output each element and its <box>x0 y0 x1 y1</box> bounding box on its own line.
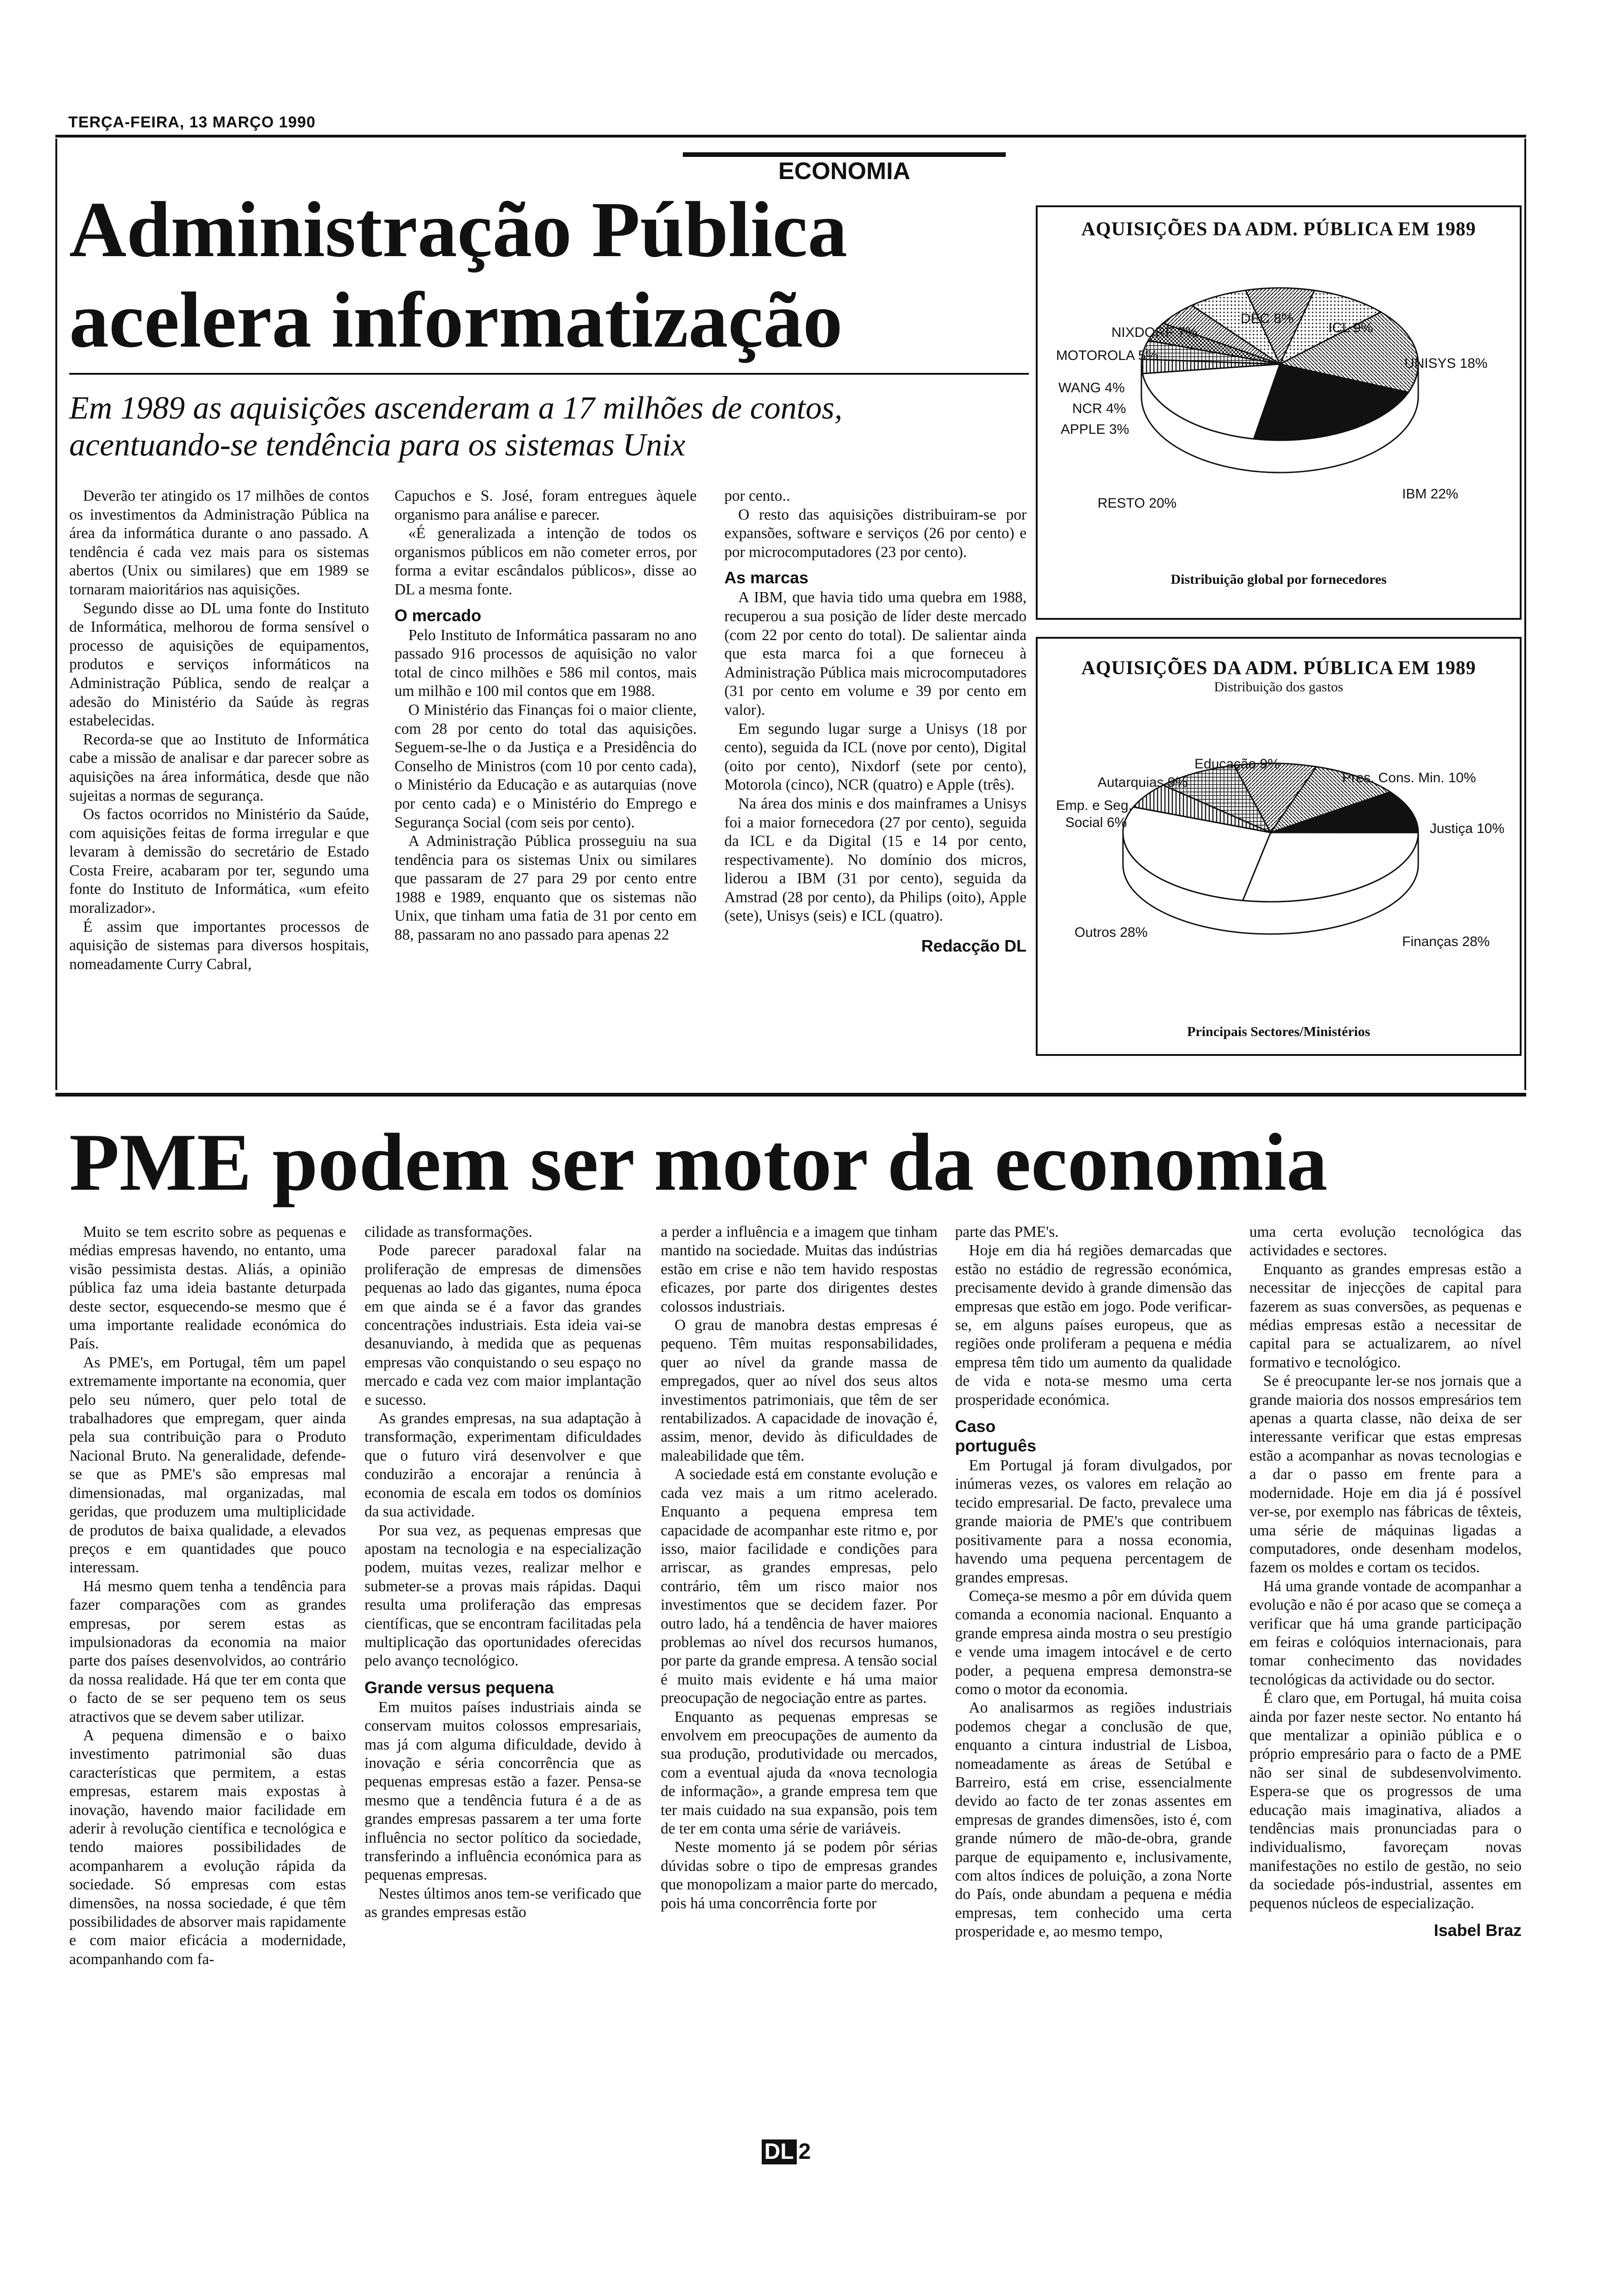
article-divider <box>55 1093 1526 1097</box>
paragraph: Deverão ter atingido os 17 milhões de contos os investimentos da Administração Pública na área da informática durante o ano passado. A tendência é cada vez mais para os sistemas abertos (Unix ou similares) que em 1989 se tornaram maioritários nas aquisições. <box>69 487 369 598</box>
chart1-caption: Distribuição global por fornecedores <box>1170 572 1387 587</box>
paragraph: Se é preocupante ler-se nos jornais que a grande maioria dos nossos empresários tem apenas a quarta classe, não deixa de ser interessante verificar que estas empresas estão a acompanhar as novas tecnologias e a dar o passo em frente para a modernidade. Hoje em dia já é possível ver-se, por exemplo nas fábricas de têxteis, uma série de máquinas ligadas a computadores, onde desenham modelos, fazem os moldes e cortam os tecidos. <box>1249 1372 1522 1576</box>
article2-column-3 <box>661 1223 937 1913</box>
chart2-label-emp2: Social 6% <box>1065 815 1127 830</box>
chart2-label-emp1: Emp. e Seg. <box>1056 798 1133 813</box>
paragraph: Ao analisarmos as regiões industriais podemos chegar a conclusão de que, enquanto a cintura industrial de Lisboa, nomeadamente as áreas de Setúbal e Barreiro, está em crise, essencialmente devido ao facto de ter zonas assentes em empresas de grandes dimensões, isto é, com grande número de mão-de-obra, grande parque de equipamento e, inclusivamente, com altos índices de poluição, a zona Norte do País, onde abundam a pequena e média empresas, tem conhecido uma certa prosperidade e, ao mesmo tempo, <box>955 1699 1232 1941</box>
dl-logo: DL <box>762 2139 797 2164</box>
paragraph: Nestes últimos anos tem-se verificado que as grandes empresas estão <box>364 1885 641 1921</box>
chart1-label-unisys: UNISYS 18% <box>1404 356 1488 371</box>
paragraph: É assim que importantes processos de aquisição de sistemas para diversos hospitais, nomeadamente Curry Cabral, <box>69 918 369 973</box>
chart2-box <box>1036 637 1522 1056</box>
paragraph: Segundo disse ao DL uma fonte do Instituto de Informática, melhorou de forma sensível o processo de aquisições de equipamentos, produtos e serviços informáticos na Administração Pública, sendo de realçar a adesão do Ministério da Saúde às regras estabelecidas. <box>69 599 369 730</box>
deck-line2: acentuando-se tendência para os sistemas Unix <box>69 427 686 463</box>
chart2-label-pres: Pres. Cons. Min. 10% <box>1342 770 1476 785</box>
paragraph: Enquanto as grandes empresas estão a necessitar de injecções de capital para fazerem as suas conversões, as pequenas e médias empresas estão a necessitar de capital para se actualizarem, ao nível formativo e tecnológico. <box>1249 1260 1522 1371</box>
article1-headline-line2: acelera informatização <box>69 276 843 364</box>
subheading-mercado: O mercado <box>394 605 482 625</box>
section-label: ECONOMIA <box>683 152 1006 186</box>
article2-signature: Isabel Braz <box>1433 1921 1522 1940</box>
article1-column-1 <box>69 487 369 974</box>
paragraph: Em segundo lugar surge a Unisys (18 por cento), seguida da ICL (nove por cento), Digital (oito por cento), Nixdorf (sete por cento), Motorola (cinco), NCR (quatro) e Apple (três). <box>724 720 1027 794</box>
paragraph: Enquanto as pequenas empresas se envolvem em preocupações de aumento da sua produção, produtividade ou mercados, com a eventual ajuda da «nova tecnologia de informação», a grande empresa tem que ter mais cuidado na sua expansão, pois tem de ter em conta uma série de variáveis. <box>661 1708 937 1837</box>
chart2-title: AQUISIÇÕES DA ADM. PÚBLICA EM 1989 <box>1081 658 1476 679</box>
chart2-label-justica: Justiça 10% <box>1430 821 1505 836</box>
article1-column-3 <box>724 487 1027 956</box>
chart2-label-financas: Finanças 28% <box>1402 934 1490 949</box>
paragraph: Por sua vez, as pequenas empresas que apostam na tecnologia e na especialização podem, muitas vezes, realizar melhor e submeter-se a provas mais rápidas. Daqui resulta uma proliferação das empresas científicas, que se encontram facilitadas pela multiplicação das oportunidades oferecidas pelo avanço tecnológico. <box>364 1522 641 1670</box>
paragraph: Em muitos países industriais ainda se conservam muitos colossos empresariais, mas já com alguma dificuldade, devido à inovação e séria concorrência que as pequenas empresas estão a fazer. Pensa-se mesmo que a tendência futura é a de as grandes empresas passarem a ter uma forte influência no sector político da sociedade, transferindo a influência económica para as pequenas empresas. <box>364 1698 641 1884</box>
chart2-label-outros: Outros 28% <box>1075 925 1148 940</box>
paragraph: O resto das aquisições distribuiram-se por expansões, software e serviços (26 por cento) e por microcomputadores (23 por cento). <box>724 506 1027 561</box>
article2-column-4 <box>955 1223 1232 1941</box>
paragraph: a perder a influência e a imagem que tinham mantido na sociedade. Muitas das indústrias estão em crise e não tem havido respostas eficazes, por parte dos dirigentes destes colossos industriais. <box>661 1223 937 1315</box>
paragraph: parte das PME's. <box>955 1223 1059 1240</box>
subheading-caso-portugues: Caso português <box>955 1417 1036 1456</box>
deck-line1: Em 1989 as aquisições ascenderam a 17 milhões de contos, <box>69 390 842 426</box>
subheading-marcas: As marcas <box>724 568 809 587</box>
chart1-label-motorola: MOTOROLA 5% <box>1056 348 1158 363</box>
article2-column-1 <box>69 1223 346 1969</box>
chart2-subtitle: Distribuição dos gastos <box>1214 679 1343 695</box>
paragraph: «É generalizada a intenção de todos os organismos públicos em não cometer erros, por forma a evitar escândalos públicos», disse ao DL a mesma fonte. <box>394 525 697 598</box>
chart1-label-ibm: IBM 22% <box>1402 486 1458 502</box>
paragraph: O Ministério das Finanças foi o maior cliente, com 28 por cento do total das aquisições. Seguem-se-lhe o da Justiça e a Presidência do Conselho de Ministros (com 10 por cento cada), o Ministério da Educação e as autarquias (nove por cento cada) e o Ministério do Emprego e Segurança Social (com seis por cento). <box>394 701 697 831</box>
chart1-title: AQUISIÇÕES DA ADM. PÚBLICA EM 1989 <box>1081 219 1476 240</box>
paragraph: A sociedade está em constante evolução e cada vez mais a um ritmo acelerado. Enquanto a pequena empresa tem capacidade de acompanhar este ritmo e, por isso, maior facilidade e condições para arriscar, as grandes empresas, pelo contrário, têm um risco maior nos investimentos que se decidem fazer. Por outro lado, há a tendência de haver maiores problemas ao nível dos recursos humanos, por parte da grande empresa. A tensão social é muito mais evidente e há uma maior preocupação de negociação entre as partes. <box>661 1466 937 1707</box>
chart2-label-educacao: Educação 9% <box>1194 756 1280 772</box>
article1-column-2 <box>394 487 697 945</box>
paragraph: Neste momento já se podem pôr sérias dúvidas sobre o tipo de empresas grandes que monopolizam a maior parte do mercado, pois há uma concorrência forte por <box>661 1839 937 1912</box>
paragraph: É claro que, em Portugal, há muita coisa ainda por fazer neste sector. No entanto há que mentalizar a opinião pública e o próprio empresário para o facto de a PME não ser sinal de subdesenvolvimento. Espera-se que os progressos de uma educação mais imaginativa, aliados a tendências mais pronunciadas para o individualismo, favoreçam novas manifestações no estilo de gestão, no seio da sociedade pós-industrial, assentes em pequenos núcleos de especialização. <box>1249 1690 1522 1912</box>
dateline: TERÇA-FEIRA, 13 MARÇO 1990 <box>68 114 316 131</box>
chart1-label-wang: WANG 4% <box>1058 380 1125 395</box>
chart1-label-icl: ICL 9% <box>1328 320 1373 336</box>
paragraph: Os factos ocorridos no Ministério da Saúde, com aquisições feitas de forma irregular e que levaram à demissão do secretário de Estado Costa Freire, acabaram por ter, segundo uma fonte do Instituto de Informática, «um efeito moralizador». <box>69 806 369 917</box>
paragraph: Na área dos minis e dos mainframes a Unisys foi a maior fornecedora (27 por cento), seguida da ICL e da Digital (15 e 14 por cento, respectivamente). No domínio dos micros, liderou a IBM (31 por cento), seguida da Amstrad (28 por cento), da Philips (oito), Apple (sete), Unisys (seis) e ICL (quatro). <box>724 795 1027 925</box>
paragraph: uma certa evolução tecnológica das actividades e sectores. <box>1249 1223 1522 1259</box>
paragraph: por cento.. <box>724 487 790 504</box>
paragraph: Recorda-se que ao Instituto de Informática cabe a missão de analisar e dar parecer sobre as aquisições na área informática, desde que não sujeitas a normas de segurança. <box>69 731 369 804</box>
article2-column-2 <box>364 1223 641 1922</box>
paragraph: cilidade as transformações. <box>364 1223 532 1240</box>
chart1-label-dec: DEC 8% <box>1241 311 1294 326</box>
paragraph: Em Portugal já foram divulgados, por inúmeras vezes, os valores em relação ao tecido empresarial. De facto, prevalece uma grande maioria de PME's que contribuem positivamente para a nossa economia, havendo uma pequena percentagem de grandes empresas. <box>955 1457 1232 1586</box>
headline-rule <box>69 373 1029 375</box>
page-number: 2 <box>798 2139 811 2164</box>
paragraph: Pode parecer paradoxal falar na proliferação de empresas de dimensões pequenas ao lado das gigantes, numa época em que ainda se é a favor das grandes concentrações industriais. Esta ideia vai-se desanuviando, à medida que as pequenas empresas vão conquistando o seu espaço no mercado e cada vez com maior implantação e sucesso. <box>364 1242 641 1408</box>
paragraph: Começa-se mesmo a pôr em dúvida quem comanda a economia nacional. Enquanto a grande empresa ainda mostra o seu prestígio e vende uma imagem intocável e de certo poder, a pequena empresa demonstra-se como o motor da economia. <box>955 1587 1232 1698</box>
paragraph: A pequena dimensão e o baixo investimento patrimonial são duas características que permitem, a estas empresas, estarem mais expostas à inovação, havendo maior facilidade em aderir à revolução científica e tecnológica e tendo maiores possibilidades de acompanharem a evolução rápida da sociedade. Só empresas com estas dimensões, na nossa sociedade, é que têm possibilidades de absorver mais rapidamente e com maior eficácia a modernidade, acompanhando com fa- <box>69 1726 346 1968</box>
paragraph: Muito se tem escrito sobre as pequenas e médias empresas havendo, no entanto, uma visão pessimista destas. Aliás, a opinião pública faz uma ideia bastante deturpada deste sector, esquecendo-se mesmo que é uma importante realidade económica do País. <box>69 1223 346 1353</box>
chart1-label-ncr: NCR 4% <box>1072 401 1126 416</box>
article1-signature: Redacção DL <box>921 936 1027 956</box>
chart1-label-nixdorf: NIXDORF 7% <box>1111 325 1198 340</box>
paragraph: Capuchos e S. José, foram entregues àquele organismo para análise e parecer. <box>394 487 697 523</box>
paragraph: A Administração Pública prosseguiu na sua tendência para os sistemas Unix ou similares que passaram de 27 para 29 por cento entre 1988 e 1989, enquanto que os sistemas não Unix, que tinham uma fatia de 31 por cento em 88, passaram no ano passado para apenas 22 <box>394 833 697 944</box>
chart2-caption: Principais Sectores/Ministérios <box>1187 1024 1370 1039</box>
paragraph: Hoje em dia há regiões demarcadas que estão no estádio de regressão económica, precisamente devido à grande dimensão das empresas que estão em jogo. Pode verificar-se, em alguns países europeus, que as regiões onde proliferam a pequena e média empresa têm tido um aumento da qualidade de vida e nota-se mesmo uma certa prosperidade económica. <box>955 1242 1232 1408</box>
chart1-label-apple: APPLE 3% <box>1061 422 1129 437</box>
paragraph: Pelo Instituto de Informática passaram no ano passado 916 processos de aquisição no valor total de cinco milhões e 586 mil contos, mais um milhão e 100 mil contos que em 1988. <box>394 626 697 700</box>
paragraph: A IBM, que havia tido uma quebra em 1988, recuperou a sua posição de líder deste mercado (com 22 por cento do total). De salientar ainda que esta marca foi a que forneceu à Administração Pública mais microcomputadores (31 por cento em volume e 39 por cento em valor). <box>724 589 1027 719</box>
article1-headline <box>69 185 1029 366</box>
paragraph: O grau de manobra destas empresas é pequeno. Têm muitas responsabilidades, quer ao nível da grande massa de empregados, quer ao nível dos seus altos investimentos patrimoniais, que têm de ser rentabilizados. A capacidade de inovação é, assim, menor, devido às dificuldades de maleabilidade que têm. <box>661 1317 937 1464</box>
article2-column-5 <box>1249 1223 1522 1940</box>
paragraph: Há mesmo quem tenha a tendência para fazer comparações com as grandes empresas, por serem estas as impulsionadoras da economia na maior parte dos países desenvolvidos, ao contrário da nossa realidade. Há que ter em conta que o facto de se ser pequeno tem os seus atractivos que se devem saber utilizar. <box>69 1577 346 1726</box>
footer-logo <box>749 2139 823 2164</box>
paragraph: Há uma grande vontade de acompanhar a evolução e não é por acaso que se começa a verificar que há uma grande participação em feiras e colóquios internacionais, para tomar conhecimento das novidades tecnológicas da actividade ou do sector. <box>1249 1577 1522 1688</box>
chart1-box <box>1036 205 1522 620</box>
paragraph: As PME's, em Portugal, têm um papel extremamente importante na economia, quer pelo seu número, quer pelo total de trabalhadores que empregam, quer ainda pela sua contribuição para o Produto Nacional Bruto. Na generalidade, defende-se que as PME's são empresas mal dimensionadas, mal organizadas, mal geridas, que produzem uma multiplicidade de produtos de baixa qualidade, a elevados preços e em quantidades que pouco interessam. <box>69 1354 346 1576</box>
article2-headline: PME podem ser motor da economia <box>69 1116 1328 1208</box>
subheading-grande-versus-pequena: Grande versus pequena <box>364 1678 554 1697</box>
top-rule <box>55 135 1526 138</box>
chart1-label-resto: RESTO 20% <box>1098 496 1177 511</box>
article1-deck <box>69 390 1029 464</box>
paragraph: As grandes empresas, na sua adaptação à transformação, experimentam dificuldades que o futuro virá desenvolver e que conduzirão a encorajar a renúncia à economia de escala em todos os domínios da sua actividade. <box>364 1410 641 1521</box>
article1-headline-line1: Administração Pública <box>69 186 848 274</box>
chart2-label-autarquias: Autarquias 9% <box>1098 775 1188 790</box>
